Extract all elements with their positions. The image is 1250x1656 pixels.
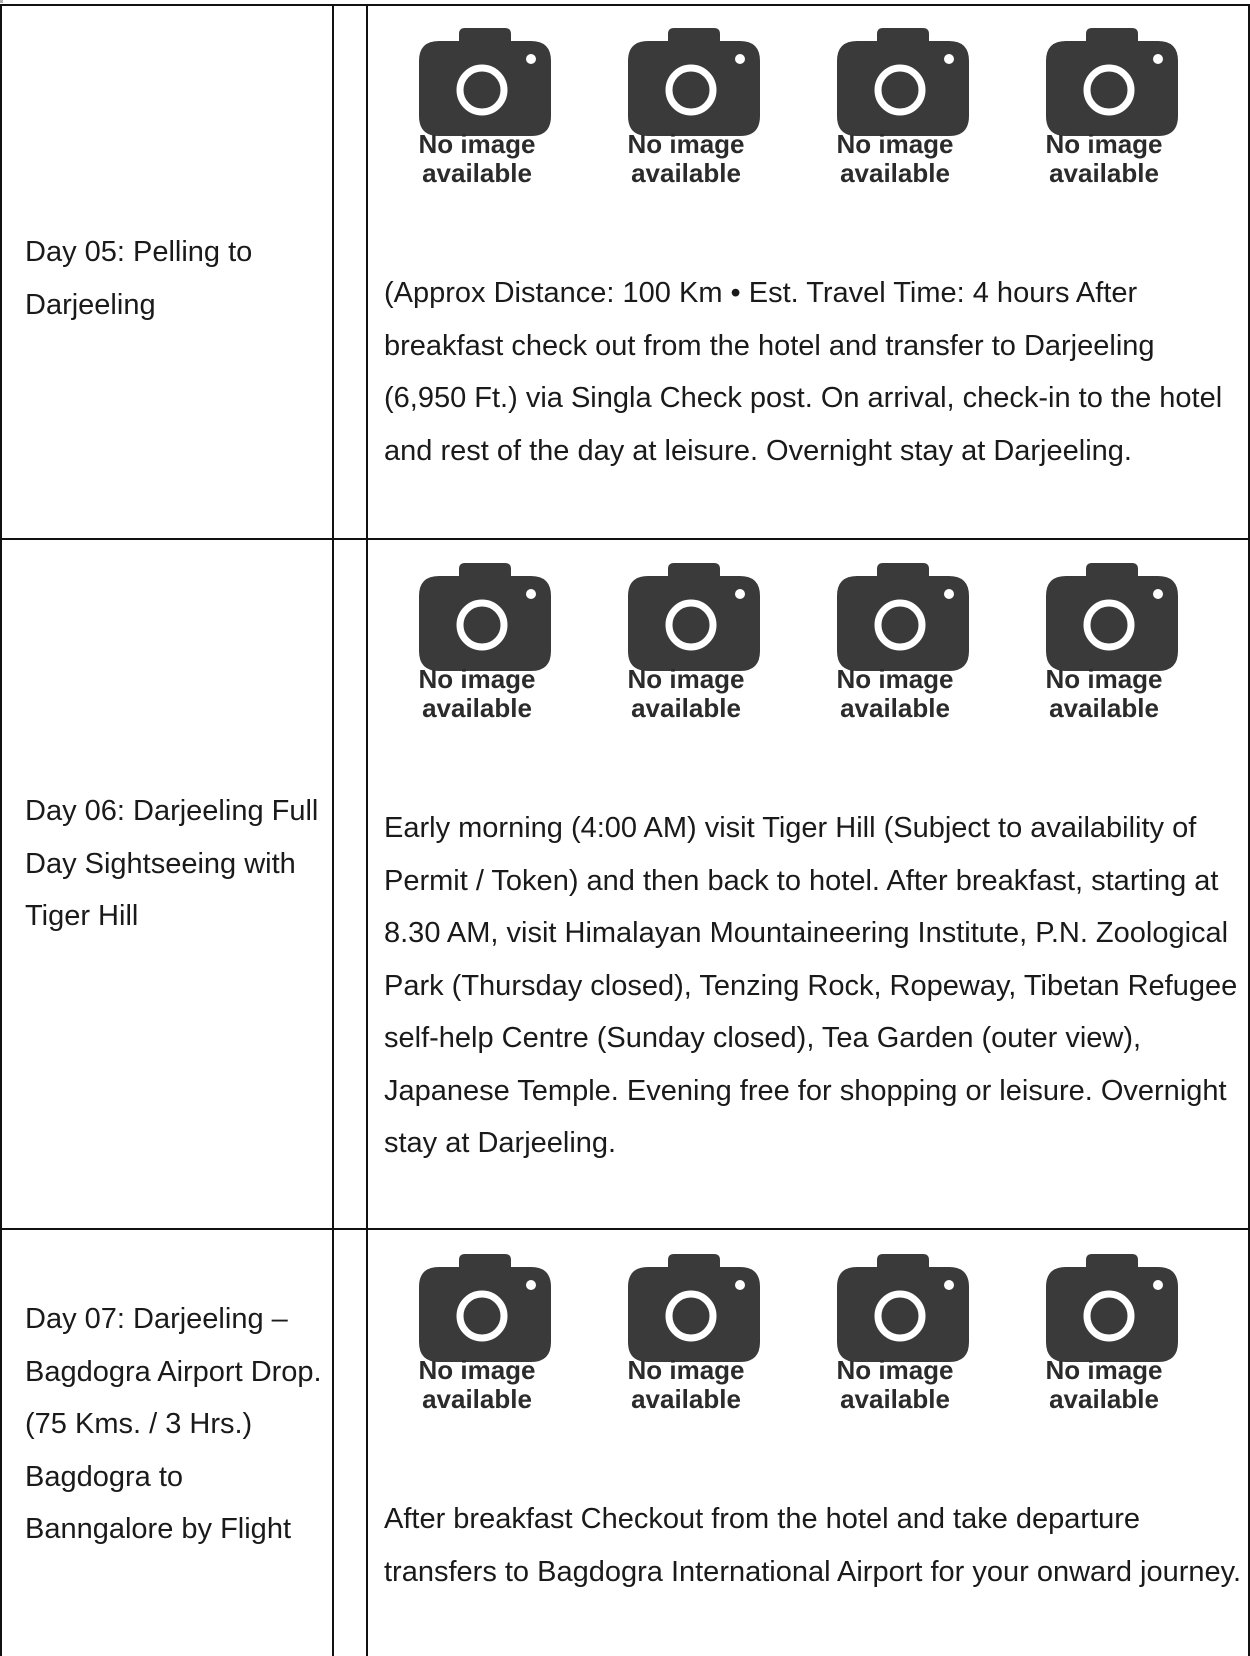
photo-caption: No image available [418,1355,536,1414]
photo-caption: No image available [1045,664,1163,723]
column-divider [332,4,334,1656]
camera-icon [419,563,551,671]
page-corner-mark [0,0,3,3]
no-image-placeholder [415,28,555,198]
table-border-top [0,4,1250,6]
photo-caption: No image available [627,664,745,723]
photo-caption: No image available [836,1355,954,1414]
day-title: Day 06: Darjeeling Full Day Sightseeing with Tiger Hill [25,795,319,932]
photo-caption: No image available [418,129,536,188]
no-image-placeholder [624,28,764,198]
day-title: Day 05: Pelling to Darjeeling [25,236,253,321]
day-description: (Approx Distance: 100 Km • Est. Travel Time: 4 hours After breakfast check out from the hotel and transfer to Darjeeling (6,950 Ft.) via Singla Check post. On arrival, check-in to the hotel and rest of the day at leisure. Overnight stay at Darjeeling. [384,277,1223,467]
day-description: Early morning (4:00 AM) visit Tiger Hill (Subject to availability of Permit / Token) and then back to hotel. After breakfast, starting at 8.30 AM, visit Himalayan Mountaineering Institute, P.N. Zoological Park (Thursday closed), Tenzing Rock, Ropeway, Tibetan Refugee self-help Centre (Sunday closed), Tea Garden (outer view), Japanese Temple. Evening free for shopping or leisure. Overnight stay at Darjeeling. [384,812,1238,1159]
photo-gallery [415,563,1250,733]
camera-icon [837,28,969,136]
photo-caption: No image available [1045,1355,1163,1414]
no-image-placeholder [415,563,555,733]
camera-icon [1046,1254,1178,1362]
camera-icon [628,563,760,671]
no-image-placeholder [1042,28,1182,198]
photo-caption: No image available [627,1355,745,1414]
photo-caption: No image available [418,664,536,723]
camera-icon [1046,28,1178,136]
row-divider [0,1228,1250,1230]
camera-icon [419,1254,551,1362]
no-image-placeholder [1042,563,1182,733]
column-divider [366,4,368,1656]
table-border-left [0,4,2,1656]
photo-caption: No image available [836,129,954,188]
photo-caption: No image available [836,664,954,723]
photo-gallery [415,1254,1250,1424]
no-image-placeholder [415,1254,555,1424]
photo-caption: No image available [1045,129,1163,188]
day-description: After breakfast Checkout from the hotel and take departure transfers to Bagdogra International Airport for your onward journey. [384,1503,1242,1588]
no-image-placeholder [833,1254,973,1424]
camera-icon [628,28,760,136]
row-divider [0,538,1250,540]
camera-icon [837,563,969,671]
no-image-placeholder [624,1254,764,1424]
photo-caption: No image available [627,129,745,188]
no-image-placeholder [833,28,973,198]
no-image-placeholder [1042,1254,1182,1424]
photo-gallery [415,28,1250,198]
no-image-placeholder [624,563,764,733]
camera-icon [1046,563,1178,671]
day-title: Day 07: Darjeeling –Bagdogra Airport Drop. (75 Kms. / 3 Hrs.) Bagdogra to Banngalore by Flight [25,1303,322,1545]
camera-icon [837,1254,969,1362]
no-image-placeholder [833,563,973,733]
camera-icon [628,1254,760,1362]
camera-icon [419,28,551,136]
